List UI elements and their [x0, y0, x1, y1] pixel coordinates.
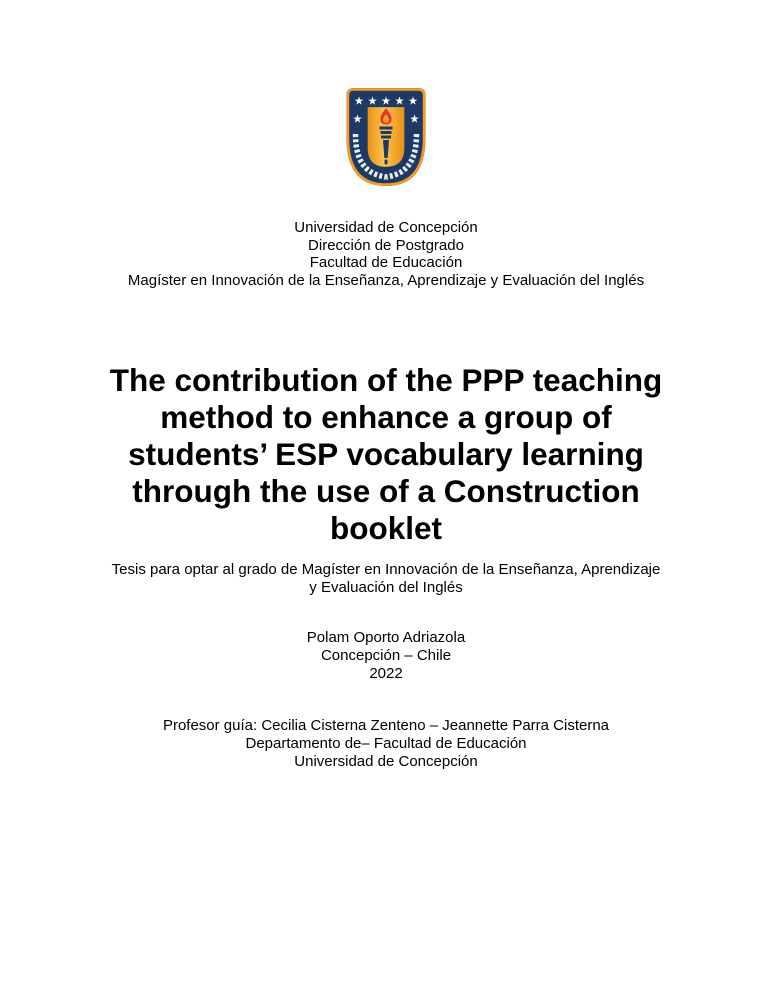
universidad-de-concepcion-crest [346, 88, 426, 186]
degree-note: Tesis para optar al grado de Magíster en Innovación de la Enseñanza, Aprendizaje y Evaluación del Inglés [111, 561, 661, 596]
advisor-block [0, 717, 772, 771]
institution-faculty: Facultad de Educación [309, 254, 463, 272]
institution-header [0, 219, 772, 289]
department-line: Departamento de– Facultad de Educación [245, 735, 527, 752]
institution-program: Magíster en Innovación de la Enseñanza, Aprendizaje y Evaluación del Inglés [127, 271, 645, 289]
author-block [0, 629, 772, 683]
author-name: Polam Oporto Adriazola [306, 629, 466, 646]
author-year: 2022 [369, 665, 403, 682]
university-line: Universidad de Concepción [294, 753, 478, 770]
institution-university: Universidad de Concepción [294, 219, 478, 236]
author-location: Concepción – Chile [320, 647, 452, 664]
advisor-line: Profesor guía: Cecilia Cisterna Zenteno – Jeannette Parra Cisterna [162, 717, 610, 734]
thesis-title: The contribution of the PPP teaching method to enhance a group of students’ ESP vocabulary learning through the use of a Construction booklet [109, 362, 663, 546]
institution-division: Dirección de Postgrado [308, 236, 464, 254]
